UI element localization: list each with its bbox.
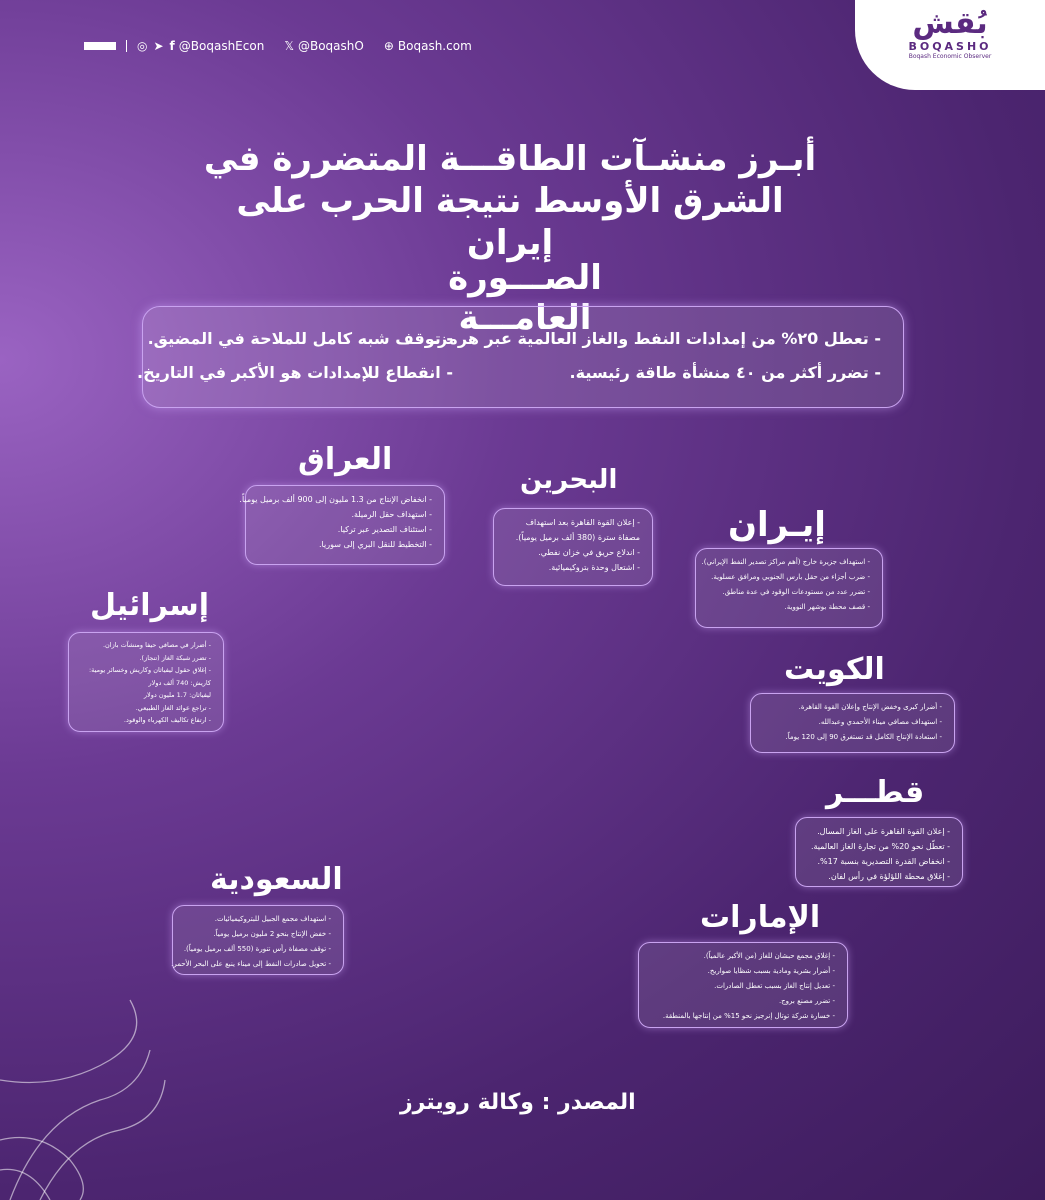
info-item: - إعلان القوة القاهرة على الغاز المسال. xyxy=(817,827,950,836)
x-icon[interactable]: 𝕏 xyxy=(284,39,294,53)
overview-item: - تضرر أكثر من ٤٠ منشأة طاقة رئيسية. xyxy=(569,363,881,382)
info-item: - استهداف حقل الرميلة. xyxy=(351,510,432,519)
info-item: - توقف مصفاة رأس تنورة (550 ألف برميل يومياً). xyxy=(183,945,331,953)
title-line-1: أبـرز منشـآت الطاقـــة المتضررة في xyxy=(203,139,817,179)
logo-subtitle: Boqash Economic Observer xyxy=(908,53,992,60)
info-box-israel xyxy=(68,632,224,732)
facebook-handle[interactable]: @BoqashEcon xyxy=(178,39,265,53)
info-item: - خسارة شركة توتال إنرجيز نحو 15% من إنتاجها بالمنطقة. xyxy=(662,1012,835,1020)
info-item: - استهداف مصافي ميناء الأحمدي وعبدالله. xyxy=(818,718,942,726)
info-item: - تضرر شبكة الغاز (تنجاز). xyxy=(139,653,211,662)
info-item: - أضرار كبرى وخفض الإنتاج وإعلان القوة القاهرة. xyxy=(798,703,942,711)
info-box-saudi xyxy=(172,905,344,975)
country-title-qatar: قطـــر xyxy=(826,775,925,810)
website-link[interactable]: Boqash.com xyxy=(397,39,472,53)
info-item: - تعطّل نحو 20% من تجارة الغاز العالمية. xyxy=(810,842,950,851)
social-bar xyxy=(84,38,486,54)
info-item: - استهداف جزيرة خارج (أهم مراكز تصدير النفط الإيراني). xyxy=(701,558,870,566)
info-item: - تحويل صادرات النفط إلى ميناء ينبع على البحر الأحمر. xyxy=(171,960,331,968)
info-box-kuwait xyxy=(750,693,955,753)
info-box-iraq xyxy=(239,485,445,565)
info-box-uae xyxy=(638,942,848,1028)
country-title-kuwait: الكويت xyxy=(784,652,885,687)
overview-item: - انقطاع للإمدادات هو الأكبر في التاريخ. xyxy=(137,363,453,382)
info-item: - أضرار بشرية ومادية بسبب شظايا صواريخ. xyxy=(707,967,835,975)
source-credit: المصدر : وكالة رويترز xyxy=(400,1090,636,1115)
info-box-iran xyxy=(695,548,883,628)
title-line-2: الشرق الأوسط نتيجة الحرب على إيران xyxy=(236,181,784,263)
overview-item: - تعطل ٢0% من إمدادات النفط والغاز العالمية عبر هرمز. xyxy=(431,329,881,348)
globe-icon[interactable]: ⊕ xyxy=(383,39,394,53)
info-item: - إغلاق محطة اللؤلؤة في رأس لفان. xyxy=(828,872,950,881)
overview-title: الصـــورة العامـــة xyxy=(448,258,602,338)
info-item: - خفض الإنتاج بنحو 2 مليون برميل يومياً. xyxy=(213,930,331,938)
youtube-icon[interactable] xyxy=(84,42,116,50)
info-item: - تضرر عدد من مستودعات الوقود في عدة مناطق. xyxy=(722,588,870,596)
info-item: - إغلاق حقول ليفياثان وكاريش وخسائر يومية: xyxy=(88,666,211,674)
info-item: - تراجع عوائد الغاز الطبيعي. xyxy=(135,703,211,712)
info-item: - تضرر مصنع بروج. xyxy=(778,997,835,1005)
info-item: - اندلاع حريق في خزان نفطي. xyxy=(538,548,640,557)
country-title-saudi: السعودية xyxy=(210,862,343,897)
logo-arabic: بُقش xyxy=(912,6,988,41)
country-title-iran: إيـران xyxy=(728,505,826,545)
decorative-book-lines xyxy=(0,940,170,1200)
info-item: - ارتفاع تكاليف الكهرباء والوقود. xyxy=(123,716,211,724)
info-item: - استئناف التصدير عبر تركيا. xyxy=(337,525,432,534)
info-item: - إعلان القوة القاهرة بعد استهداف xyxy=(525,518,640,527)
info-item: - قصف محطة بوشهر النووية. xyxy=(784,603,870,611)
facebook-icon[interactable]: f xyxy=(169,39,175,53)
info-item: - انخفاض الإنتاج من 1.3 مليون إلى 900 ألف برميل يومياً. xyxy=(239,495,432,504)
instagram-icon[interactable]: ◎ xyxy=(137,39,148,53)
country-title-israel: إسرائيل xyxy=(90,588,210,623)
info-item: - ضرب أجزاء من حقل بارس الجنوبي ومرافق عسلوية. xyxy=(711,573,870,581)
logo xyxy=(900,8,1000,60)
page-title xyxy=(200,138,820,264)
country-title-iraq: العراق xyxy=(298,442,393,477)
info-item: كاريش: 740 ألف دولار xyxy=(148,678,211,687)
country-title-uae: الإمارات xyxy=(700,900,821,935)
country-title-bahrain: البحرين xyxy=(520,465,618,495)
overview-item: - توقف شبه كامل للملاحة في المضيق. xyxy=(147,329,453,348)
info-box-bahrain xyxy=(493,508,653,586)
logo-tab xyxy=(855,0,1045,90)
info-item: - استهداف مجمع الجبيل للبتروكيميائيات. xyxy=(214,915,331,923)
info-box-qatar xyxy=(795,817,963,887)
overview-box xyxy=(137,306,904,408)
logo-english: BOQASHO xyxy=(908,40,992,53)
x-handle[interactable]: @BoqashO xyxy=(297,39,364,53)
info-item: مصفاة سترة (380 ألف برميل يومياً). xyxy=(515,533,640,542)
info-item: - أضرار في مصافي حيفا ومنشآت بازان. xyxy=(102,641,211,649)
divider xyxy=(126,40,127,52)
telegram-icon[interactable]: ➤ xyxy=(153,39,164,53)
info-item: - التخطيط للنقل البري إلى سوريا. xyxy=(319,540,432,549)
info-item: - استعادة الإنتاج الكامل قد تستغرق 90 إلى 120 يوماً. xyxy=(785,733,942,741)
info-item: - انخفاض القدرة التصديرية بنسبة 17%. xyxy=(817,857,950,866)
info-item: ليفياثان: 1.7 مليون دولار xyxy=(143,691,211,699)
info-item: - تعديل إنتاج الغاز بسبب تعطل الصادرات. xyxy=(714,982,835,990)
info-item: - إغلاق مجمع حبشان للغاز (من الأكبر عالمياً). xyxy=(703,952,835,960)
info-item: - اشتعال وحدة بتروكيميائية. xyxy=(548,563,640,572)
